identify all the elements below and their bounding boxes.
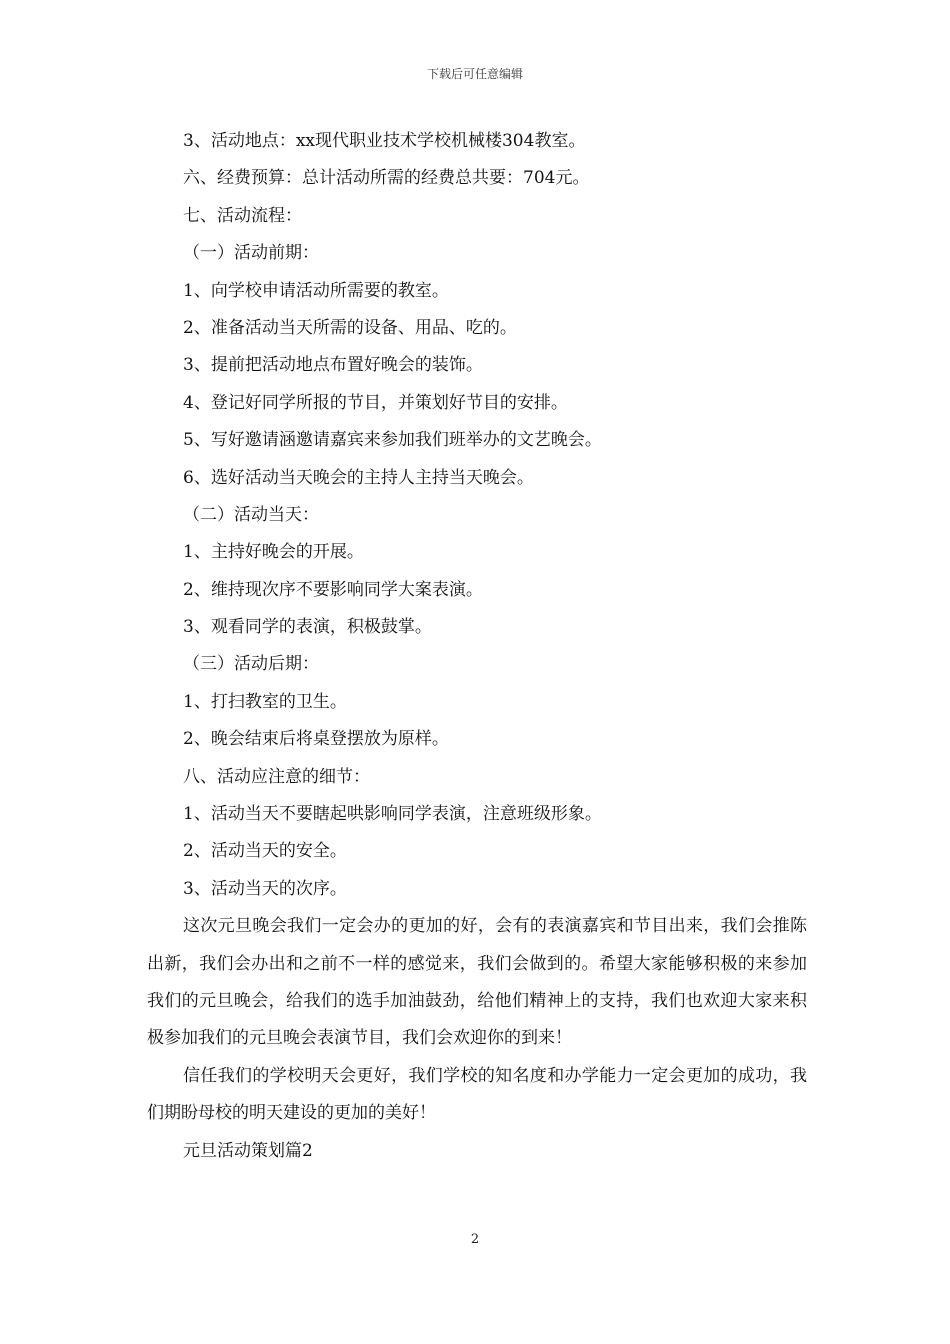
list-item: 2、维持现次序不要影响同学大案表演。 [183,579,483,600]
body-paragraph: 信任我们的学校明天会更好，我们学校的知名度和办学能力一定会更加的成功，我们期盼母校的明天建设的更加的美好！ [147,1065,807,1124]
document-body [147,123,807,1170]
list-item: 3、提前把活动地点布置好晚会的装饰。 [183,355,483,376]
list-item: 6、选好活动当天晚会的主持人主持当天晚会。 [183,467,534,488]
page-number: 2 [470,1232,480,1247]
list-item: 1、主持好晚会的开展。 [183,542,364,563]
list-item: 4、登记好同学所报的节目，并策划好节目的安排。 [183,392,568,413]
list-item: 2、晚会结束后将桌登摆放为原样。 [183,729,449,750]
body-paragraph: 这次元旦晚会我们一定会办的更加的好，会有的表演嘉宾和节目出来，我们会推陈出新，我们会办出和之前不一样的感觉来，我们会做到的。希望大家能够积极的来参加我们的元旦晚会，给我们的选手加油鼓劲，给他们精神上的支持，我们也欢迎大家来积极参加我们的元旦晚会表演节目，我们会欢迎你的到来！ [147,916,807,1049]
list-item: 5、写好邀请涵邀请嘉宾来参加我们班举办的文艺晚会。 [183,430,602,451]
closing-heading: 元旦活动策划篇2 [183,1140,313,1161]
page-header: 下载后可任意编辑 [426,67,523,81]
subheading-before: （一）活动前期： [183,243,319,264]
text-line-venue: 3、活动地点：xx现代职业技术学校机械楼304教室。 [183,131,586,151]
list-item: 2、准备活动当天所需的设备、用品、吃的。 [183,317,517,338]
section-heading-notes: 八、活动应注意的细节： [183,766,370,787]
list-item: 1、活动当天不要瞎起哄影响同学表演，注意班级形象。 [183,804,602,825]
subheading-during: （二）活动当天： [183,504,319,525]
list-item: 1、向学校申请活动所需要的教室。 [183,280,449,301]
text-line-budget: 六、经费预算：总计活动所需的经费总共要：704元。 [183,168,590,189]
list-item: 3、活动当天的次序。 [183,878,347,899]
list-item: 3、观看同学的表演，积极鼓掌。 [183,617,432,638]
section-heading-process: 七、活动流程： [183,205,302,226]
list-item: 2、活动当天的安全。 [183,841,347,862]
list-item: 1、打扫教室的卫生。 [183,691,347,712]
subheading-after: （三）活动后期： [183,654,319,675]
